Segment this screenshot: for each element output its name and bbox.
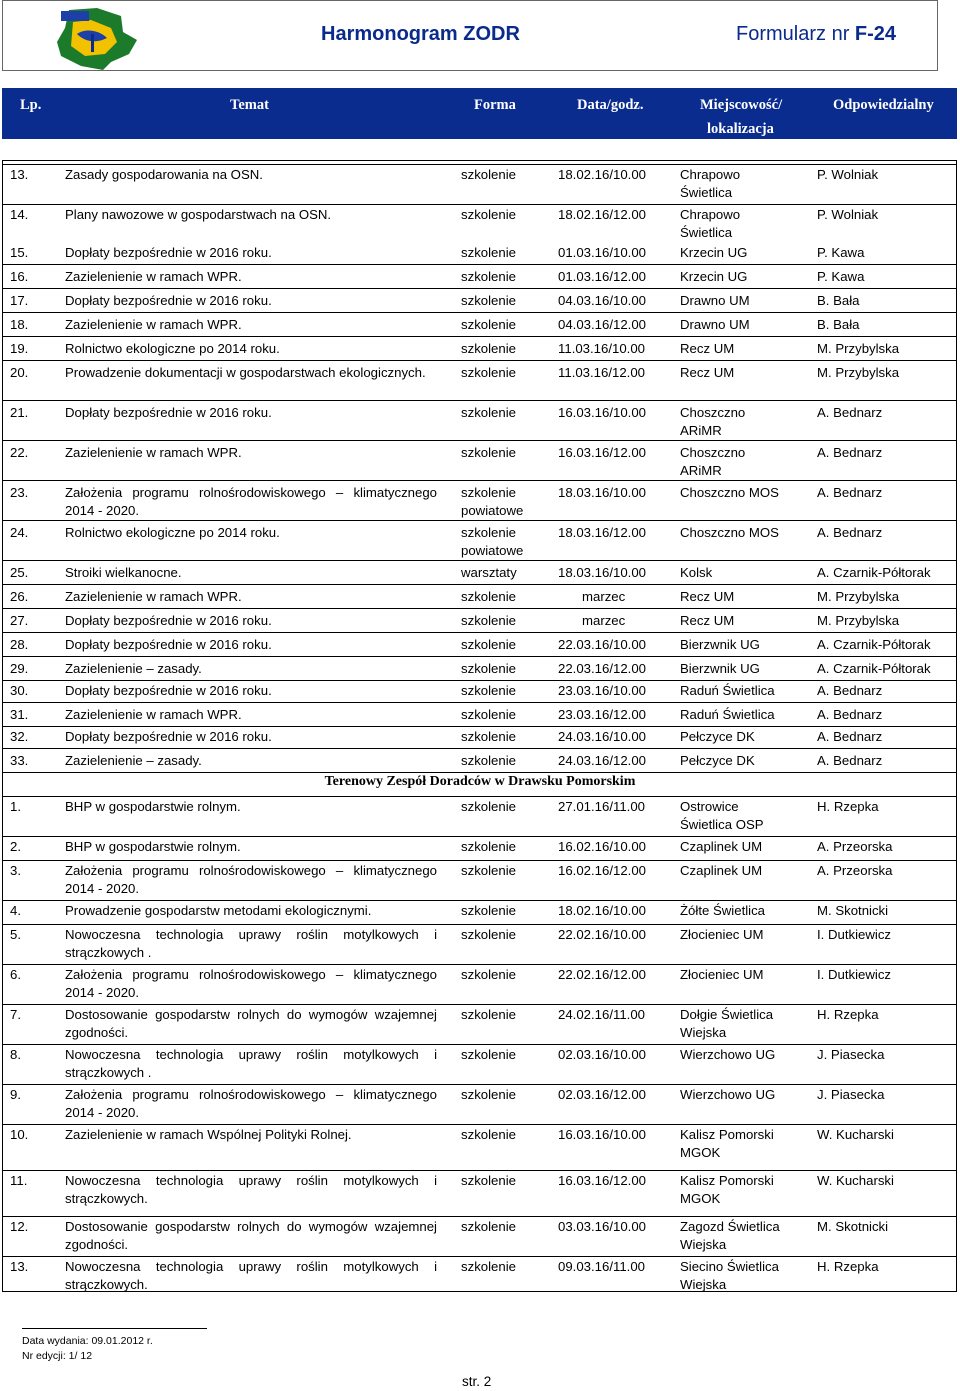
row-temat: Zazielenienie w ramach WPR.: [65, 269, 242, 284]
row-temat: Zasady gospodarowania na OSN.: [65, 167, 263, 182]
row-miejscowosc: Recz UM: [680, 613, 735, 628]
row-data: 16.02.16/10.00: [558, 839, 646, 854]
row-lp: 27.: [10, 613, 29, 628]
row-odpowiedzialny: J. Piasecka: [817, 1047, 885, 1062]
row-odpowiedzialny: A. Przeorska: [817, 863, 893, 878]
row-divider: [2, 608, 957, 609]
row-odpowiedzialny: A. Bednarz: [817, 485, 883, 500]
row-divider: [2, 440, 957, 441]
row-temat: Dostosowanie gospodarstw rolnych do wymogów wzajemnej zgodności.: [65, 1219, 437, 1252]
row-miejscowosc: Pełczyce DK: [680, 753, 755, 768]
row-odpowiedzialny: H. Rzepka: [817, 1259, 879, 1274]
row-forma: szkolenie: [461, 1007, 516, 1022]
row-temat: Nowoczesna technologia uprawy roślin motylkowych i strączkowych.: [65, 1173, 437, 1206]
row-miejscowosc-line2: Świetlica OSP: [680, 817, 764, 832]
row-temat: Zazielenienie – zasady.: [65, 661, 202, 676]
row-miejscowosc: Złocieniec UM: [680, 927, 764, 942]
row-forma: szkolenie: [461, 863, 516, 878]
row-odpowiedzialny: A. Czarnik-Półtorak: [817, 637, 931, 652]
footer-issue-date: Data wydania: 09.01.2012 r.: [22, 1335, 153, 1347]
row-divider: [2, 702, 957, 703]
row-temat: Założenia programu rolnośrodowiskowego – klimatycznego 2014 - 2020.: [65, 967, 437, 1000]
row-lp: 30.: [10, 683, 29, 698]
row-lp: 9.: [10, 1087, 21, 1102]
row-divider: [2, 632, 957, 633]
row-temat: Dopłaty bezpośrednie w 2016 roku.: [65, 405, 272, 420]
row-odpowiedzialny: W. Kucharski: [817, 1127, 894, 1142]
row-forma: szkolenie: [461, 293, 516, 308]
zodr-logo: [51, 6, 141, 72]
row-miejscowosc: Recz UM: [680, 589, 735, 604]
row-miejscowosc: Choszczno MOS: [680, 485, 779, 500]
row-lp: 29.: [10, 661, 29, 676]
row-miejscowosc: Dołgie Świetlica: [680, 1007, 774, 1022]
row-data: 22.03.16/12.00: [558, 661, 646, 676]
row-odpowiedzialny: P. Wolniak: [817, 207, 879, 222]
row-data: 24.02.16/11.00: [558, 1007, 646, 1022]
page-number: str. 2: [462, 1374, 492, 1389]
row-divider: [2, 480, 957, 481]
row-lp: 25.: [10, 565, 29, 580]
row-divider: [2, 1256, 957, 1257]
row-divider: [2, 584, 957, 585]
row-temat: Nowoczesna technologia uprawy roślin motylkowych i strączkowych.: [65, 1259, 437, 1292]
row-miejscowosc: Krzecin UG: [680, 245, 748, 260]
row-temat: Założenia programu rolnośrodowiskowego – klimatycznego 2014 - 2020.: [65, 1087, 437, 1120]
row-temat: Założenia programu rolnośrodowiskowego – klimatycznego 2014 - 2020.: [65, 863, 437, 896]
row-odpowiedzialny: M. Skotnicki: [817, 903, 889, 918]
row-temat: Zazielenienie w ramach WPR.: [65, 589, 242, 604]
row-lp: 22.: [10, 445, 29, 460]
row-data: marzec: [582, 613, 626, 628]
col-lokalizacja: lokalizacja: [707, 121, 774, 137]
footer-rule: [22, 1328, 207, 1329]
row-divider: [2, 400, 957, 401]
row-data: 27.01.16/11.00: [558, 799, 646, 814]
row-odpowiedzialny: A. Bednarz: [817, 525, 883, 540]
row-miejscowosc: Raduń Świetlica: [680, 683, 775, 698]
row-data: 11.03.16/10.00: [558, 341, 646, 356]
form-code: F-24: [854, 23, 897, 45]
row-forma: szkolenie: [461, 927, 516, 942]
row-odpowiedzialny: M. Przybylska: [817, 589, 900, 604]
row-miejscowosc: Bierzwnik UG: [680, 637, 760, 652]
row-data: 24.03.16/10.00: [558, 729, 646, 744]
row-odpowiedzialny: M. Przybylska: [817, 341, 900, 356]
row-temat: Dopłaty bezpośrednie w 2016 roku.: [65, 245, 272, 260]
row-data: 22.03.16/10.00: [558, 637, 646, 652]
row-lp: 5.: [10, 927, 21, 942]
row-divider: [2, 900, 957, 901]
row-temat: Dopłaty bezpośrednie w 2016 roku.: [65, 637, 272, 652]
row-temat: BHP w gospodarstwie rolnym.: [65, 839, 241, 854]
row-odpowiedzialny: B. Bała: [817, 317, 860, 332]
row-lp: 20.: [10, 365, 29, 380]
row-temat: Rolnictwo ekologiczne po 2014 roku.: [65, 341, 280, 356]
row-forma: szkolenie: [461, 967, 516, 982]
row-miejscowosc: Drawno UM: [680, 293, 750, 308]
row-temat: Zazielenienie w ramach Wspólnej Polityki Rolnej.: [65, 1127, 352, 1142]
row-miejscowosc: Kolsk: [680, 565, 713, 580]
row-miejscowosc: Krzecin UG: [680, 269, 748, 284]
row-data: marzec: [582, 589, 626, 604]
row-lp: 2.: [10, 839, 21, 854]
document-title: Harmonogram ZODR: [321, 23, 520, 45]
row-divider: [2, 288, 957, 289]
row-odpowiedzialny: A. Bednarz: [817, 707, 883, 722]
row-miejscowosc: Chrapowo: [680, 167, 741, 182]
col-data: Data/godz.: [577, 97, 644, 113]
row-forma: szkolenie: [461, 637, 516, 652]
row-data: 22.02.16/10.00: [558, 927, 646, 942]
row-temat: Dopłaty bezpośrednie w 2016 roku.: [65, 613, 272, 628]
row-divider: [2, 1124, 957, 1125]
row-data: 04.03.16/12.00: [558, 317, 646, 332]
row-odpowiedzialny: I. Dutkiewicz: [817, 927, 892, 942]
row-lp: 28.: [10, 637, 29, 652]
row-forma: szkolenie: [461, 1259, 516, 1274]
row-lp: 18.: [10, 317, 29, 332]
row-data: 24.03.16/12.00: [558, 753, 646, 768]
row-miejscowosc: Siecino Świetlica: [680, 1259, 779, 1274]
row-data: 18.02.16/10.00: [558, 167, 646, 182]
row-miejscowosc-line2: MGOK: [680, 1145, 721, 1160]
row-data: 04.03.16/10.00: [558, 293, 646, 308]
row-divider: [2, 748, 957, 749]
row-miejscowosc: Wierzchowo UG: [680, 1047, 776, 1062]
row-data: 09.03.16/11.00: [558, 1259, 646, 1274]
form-number: [736, 23, 896, 46]
row-miejscowosc: Choszczno: [680, 405, 746, 420]
row-forma: szkolenie: [461, 405, 516, 420]
row-forma-line2: powiatowe: [461, 503, 524, 518]
row-lp: 13.: [10, 167, 29, 182]
row-miejscowosc: Bierzwnik UG: [680, 661, 760, 676]
row-odpowiedzialny: A. Czarnik-Półtorak: [817, 661, 931, 676]
row-miejscowosc: Kalisz Pomorski: [680, 1127, 774, 1142]
row-miejscowosc-line2: ARiMR: [680, 463, 722, 478]
row-miejscowosc: Czaplinek UM: [680, 839, 763, 854]
row-temat: Prowadzenie dokumentacji w gospodarstwach ekologicznych.: [65, 365, 426, 380]
row-temat: Dopłaty bezpośrednie w 2016 roku.: [65, 293, 272, 308]
row-data: 16.03.16/10.00: [558, 1127, 646, 1142]
row-forma: szkolenie: [461, 729, 516, 744]
row-miejscowosc-line2: MGOK: [680, 1191, 721, 1206]
row-temat: Stroiki wielkanocne.: [65, 565, 182, 580]
row-temat: Nowoczesna technologia uprawy roślin motylkowych i strączkowych .: [65, 1047, 437, 1080]
row-forma: szkolenie: [461, 525, 516, 540]
row-odpowiedzialny: P. Kawa: [817, 245, 865, 260]
row-forma: szkolenie: [461, 661, 516, 676]
row-divider: [2, 164, 957, 165]
row-lp: 4.: [10, 903, 21, 918]
row-lp: 1.: [10, 799, 21, 814]
row-divider: [2, 796, 957, 797]
row-forma: szkolenie: [461, 445, 516, 460]
row-lp: 11.: [10, 1173, 28, 1188]
row-odpowiedzialny: A. Przeorska: [817, 839, 893, 854]
row-divider: [2, 360, 957, 361]
row-data: 16.02.16/12.00: [558, 863, 646, 878]
row-temat: Prowadzenie gospodarstw metodami ekologicznymi.: [65, 903, 372, 918]
row-lp: 15.: [10, 245, 29, 260]
row-data: 02.03.16/10.00: [558, 1047, 646, 1062]
row-data: 01.03.16/10.00: [558, 245, 646, 260]
row-temat: Dopłaty bezpośrednie w 2016 roku.: [65, 729, 272, 744]
row-temat: BHP w gospodarstwie rolnym.: [65, 799, 241, 814]
row-data: 03.03.16/10.00: [558, 1219, 646, 1234]
row-lp: 24.: [10, 525, 29, 540]
row-odpowiedzialny: P. Kawa: [817, 269, 865, 284]
row-odpowiedzialny: W. Kucharski: [817, 1173, 894, 1188]
row-lp: 3.: [10, 863, 21, 878]
row-temat: Dopłaty bezpośrednie w 2016 roku.: [65, 683, 272, 698]
row-temat: Dostosowanie gospodarstw rolnych do wymogów wzajemnej zgodności.: [65, 1007, 437, 1040]
row-forma: szkolenie: [461, 1219, 516, 1234]
row-forma: szkolenie: [461, 1127, 516, 1142]
row-lp: 21.: [10, 405, 29, 420]
row-forma: szkolenie: [461, 707, 516, 722]
row-miejscowosc: Recz UM: [680, 365, 735, 380]
row-data: 23.03.16/10.00: [558, 683, 646, 698]
row-forma: szkolenie: [461, 167, 516, 182]
row-lp: 31.: [10, 707, 29, 722]
row-temat: Zazielenienie w ramach WPR.: [65, 317, 242, 332]
row-data: 18.03.16/12.00: [558, 525, 646, 540]
row-forma: szkolenie: [461, 839, 516, 854]
row-miejscowosc: Choszczno MOS: [680, 525, 779, 540]
row-divider: [2, 264, 957, 265]
row-forma-line2: powiatowe: [461, 543, 524, 558]
row-divider: [2, 924, 957, 925]
row-data: 16.03.16/10.00: [558, 405, 646, 420]
row-forma: szkolenie: [461, 269, 516, 284]
row-miejscowosc: Recz UM: [680, 341, 735, 356]
row-divider: [2, 680, 957, 681]
document-header: [2, 0, 938, 71]
row-data: 18.03.16/10.00: [558, 565, 646, 580]
row-lp: 33.: [10, 753, 29, 768]
row-divider: [2, 520, 957, 521]
row-miejscowosc-line2: ARiMR: [680, 423, 722, 438]
row-odpowiedzialny: A. Bednarz: [817, 683, 883, 698]
row-miejscowosc: Żółte Świetlica: [680, 903, 766, 918]
row-divider: [2, 336, 957, 337]
row-temat: Założenia programu rolnośrodowiskowego – klimatycznego 2014 - 2020.: [65, 485, 437, 518]
row-divider: [2, 1044, 957, 1045]
row-odpowiedzialny: M. Przybylska: [817, 613, 900, 628]
row-divider: [2, 1170, 957, 1171]
row-data: 16.03.16/12.00: [558, 445, 646, 460]
row-divider: [2, 204, 957, 205]
row-lp: 13.: [10, 1259, 29, 1274]
row-miejscowosc-line2: Świetlica: [680, 225, 733, 240]
row-odpowiedzialny: J. Piasecka: [817, 1087, 885, 1102]
row-divider: [2, 836, 957, 837]
col-temat: Temat: [230, 97, 269, 113]
row-forma: szkolenie: [461, 365, 516, 380]
row-data: 22.02.16/12.00: [558, 967, 646, 982]
row-odpowiedzialny: A. Bednarz: [817, 729, 883, 744]
row-forma: szkolenie: [461, 613, 516, 628]
row-miejscowosc: Wierzchowo UG: [680, 1087, 776, 1102]
row-forma: szkolenie: [461, 341, 516, 356]
row-data: 18.02.16/10.00: [558, 903, 646, 918]
row-divider: [2, 1004, 957, 1005]
row-forma: szkolenie: [461, 1087, 516, 1102]
row-divider: [2, 560, 957, 561]
row-miejscowosc: Drawno UM: [680, 317, 750, 332]
row-data: 01.03.16/12.00: [558, 269, 646, 284]
row-divider: [2, 964, 957, 965]
row-divider: [2, 312, 957, 313]
section-title: Terenowy Zespół Doradców w Drawsku Pomorskim: [324, 774, 636, 789]
row-data: 11.03.16/12.00: [558, 365, 646, 380]
row-miejscowosc-line2: Wiejska: [680, 1277, 727, 1292]
row-odpowiedzialny: A. Bednarz: [817, 445, 883, 460]
col-miejscowosc: Miejscowość/: [700, 97, 783, 113]
row-lp: 7.: [10, 1007, 21, 1022]
row-forma: szkolenie: [461, 903, 516, 918]
row-lp: 19.: [10, 341, 29, 356]
footer-edition: Nr edycji: 1/ 12: [22, 1350, 93, 1362]
row-forma: szkolenie: [461, 1047, 516, 1062]
row-lp: 14.: [10, 207, 29, 222]
row-divider: [2, 656, 957, 657]
col-odpowiedzialny: Odpowiedzialny: [833, 97, 934, 113]
col-forma: Forma: [474, 97, 516, 113]
row-lp: 8.: [10, 1047, 21, 1062]
table-column-header: [2, 88, 957, 139]
row-lp: 26.: [10, 589, 29, 604]
row-miejscowosc: Raduń Świetlica: [680, 707, 775, 722]
row-divider: [2, 772, 957, 773]
row-odpowiedzialny: A. Bednarz: [817, 405, 883, 420]
row-forma: szkolenie: [461, 207, 516, 222]
row-temat: Zazielenienie – zasady.: [65, 753, 202, 768]
row-odpowiedzialny: B. Bała: [817, 293, 860, 308]
row-odpowiedzialny: M. Skotnicki: [817, 1219, 889, 1234]
row-divider: [2, 1084, 957, 1085]
row-divider: [2, 860, 957, 861]
row-lp: 32.: [10, 729, 29, 744]
row-miejscowosc: Czaplinek UM: [680, 863, 763, 878]
row-forma: szkolenie: [461, 799, 516, 814]
row-lp: 6.: [10, 967, 21, 982]
row-forma: warsztaty: [461, 565, 517, 580]
row-lp: 23.: [10, 485, 29, 500]
row-odpowiedzialny: I. Dutkiewicz: [817, 967, 892, 982]
row-temat: Nowoczesna technologia uprawy roślin motylkowych i strączkowych .: [65, 927, 437, 960]
row-data: 16.03.16/12.00: [558, 1173, 646, 1188]
row-odpowiedzialny: A. Czarnik-Półtorak: [817, 565, 931, 580]
row-data: 02.03.16/12.00: [558, 1087, 646, 1102]
row-odpowiedzialny: P. Wolniak: [817, 167, 879, 182]
row-data: 18.03.16/10.00: [558, 485, 646, 500]
row-miejscowosc: Zagozd Świetlica: [680, 1219, 780, 1234]
form-prefix: Formularz nr: [736, 23, 855, 45]
row-temat: Plany nawozowe w gospodarstwach na OSN.: [65, 207, 332, 222]
row-odpowiedzialny: A. Bednarz: [817, 753, 883, 768]
row-miejscowosc: Ostrowice: [680, 799, 739, 814]
row-odpowiedzialny: M. Przybylska: [817, 365, 900, 380]
row-odpowiedzialny: H. Rzepka: [817, 799, 879, 814]
row-temat: Zazielenienie w ramach WPR.: [65, 707, 242, 722]
row-forma: szkolenie: [461, 1173, 516, 1188]
col-lp: Lp.: [20, 97, 42, 113]
row-forma: szkolenie: [461, 753, 516, 768]
row-data: 23.03.16/12.00: [558, 707, 646, 722]
row-miejscowosc-line2: Świetlica: [680, 185, 733, 200]
row-odpowiedzialny: H. Rzepka: [817, 1007, 879, 1022]
row-lp: 10.: [10, 1127, 29, 1142]
row-forma: szkolenie: [461, 485, 516, 500]
row-miejscowosc: Złocieniec UM: [680, 967, 764, 982]
row-miejscowosc: Kalisz Pomorski: [680, 1173, 774, 1188]
row-divider: [2, 1216, 957, 1217]
row-data: 18.02.16/12.00: [558, 207, 646, 222]
row-lp: 16.: [10, 269, 29, 284]
row-lp: 12.: [10, 1219, 29, 1234]
row-miejscowosc: Choszczno: [680, 445, 746, 460]
row-temat: Zazielenienie w ramach WPR.: [65, 445, 242, 460]
row-forma: szkolenie: [461, 317, 516, 332]
row-forma: szkolenie: [461, 683, 516, 698]
row-miejscowosc-line2: Wiejska: [680, 1025, 727, 1040]
row-divider: [2, 726, 957, 727]
row-forma: szkolenie: [461, 589, 516, 604]
row-temat: Rolnictwo ekologiczne po 2014 roku.: [65, 525, 280, 540]
row-miejscowosc: Pełczyce DK: [680, 729, 755, 744]
row-miejscowosc: Chrapowo: [680, 207, 741, 222]
row-lp: 17.: [10, 293, 29, 308]
row-miejscowosc-line2: Wiejska: [680, 1237, 727, 1252]
row-forma: szkolenie: [461, 245, 516, 260]
